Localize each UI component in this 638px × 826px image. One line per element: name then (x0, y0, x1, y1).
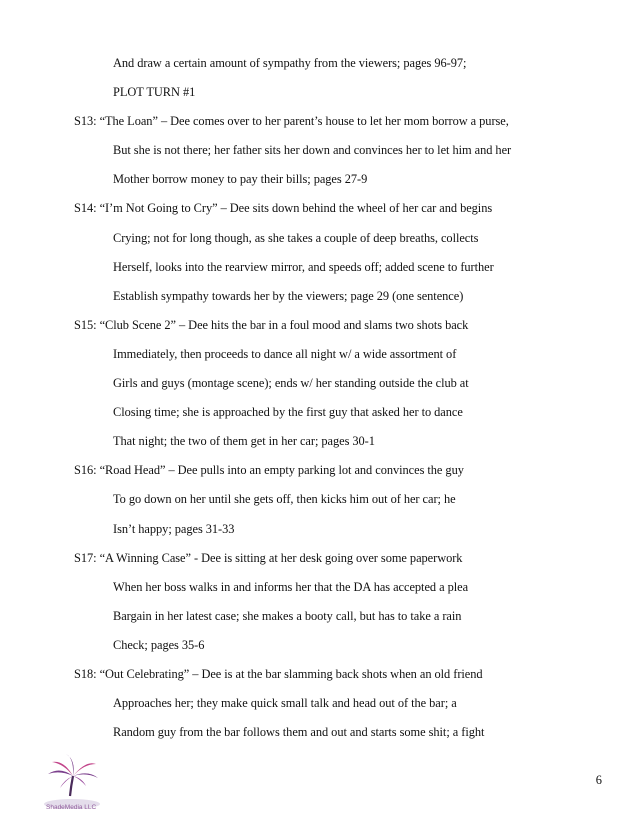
palm-frond (73, 776, 86, 786)
scene-description-line: And draw a certain amount of sympathy from the viewers; pages 96-97; (113, 56, 467, 70)
logo-text: ShadeMedia LLC (46, 804, 97, 811)
palm-trunk (70, 776, 73, 796)
scene-description-line: PLOT TURN #1 (113, 85, 196, 100)
scene-description-line: Herself, looks into the rearview mirror, and speeds off; added scene to further (113, 259, 494, 274)
scene-description-line: Check; pages 35-6 (113, 637, 205, 652)
scene-description-line: Closing time; she is approached by the first guy that asked her to dance (113, 405, 463, 420)
scene-description-line: Girls and guys (montage scene); ends w/ her standing outside the club at (113, 376, 469, 391)
page-number: 6 (595, 773, 602, 787)
scene-heading-line: S16: “Road Head” – Dee pulls into an empty parking lot and convinces the guy (74, 463, 464, 478)
document-body (0, 53, 638, 751)
scene-heading-line: S18: “Out Celebrating” – Dee is at the bar slamming back shots when an old friend (74, 666, 483, 681)
scene-description-line: To go down on her until she gets off, then kicks him out of her car; he (113, 492, 456, 507)
scene-heading-line: S13: “The Loan” – Dee comes over to her parent’s house to let her mom borrow a purse, (74, 114, 509, 129)
scene-heading-line: S17: “A Winning Case” - Dee is sitting at her desk going over some paperwork (74, 550, 463, 565)
scene-description-line: Mother borrow money to pay their bills; pages 27-9 (113, 172, 368, 187)
scene-description-line: That night; the two of them get in her car; pages 30-1 (113, 434, 375, 449)
scene-heading-line: S15: “Club Scene 2” – Dee hits the bar in a foul mood and slams two shots back (74, 317, 469, 332)
scene-description-line: When her boss walks in and informs her that the DA has accepted a plea (113, 579, 469, 594)
scene-description-line: Establish sympathy towards her by the viewers; page 29 (one sentence) (113, 288, 464, 303)
scene-description-line: Immediately, then proceeds to dance all night w/ a wide assortment of (113, 346, 457, 361)
scene-description-line: Random guy from the bar follows them and out and starts some shit; a fight (113, 725, 485, 740)
scene-description-line: Crying; not for long though, as she takes a couple of deep breaths, collects (113, 230, 479, 245)
scene-description-line: But she is not there; her father sits her down and convinces her to let him and her (113, 143, 512, 158)
shade-media-logo (30, 752, 120, 814)
scene-heading-line: S14: “I’m Not Going to Cry” – Dee sits down behind the wheel of her car and begins (74, 201, 493, 216)
scene-description-line: Approaches her; they make quick small talk and head out of the bar; a (113, 696, 457, 711)
scene-description-line: Isn’t happy; pages 31-33 (113, 521, 235, 536)
scene-description-line: Bargain in her latest case; she makes a booty call, but has to take a rain (113, 608, 462, 623)
